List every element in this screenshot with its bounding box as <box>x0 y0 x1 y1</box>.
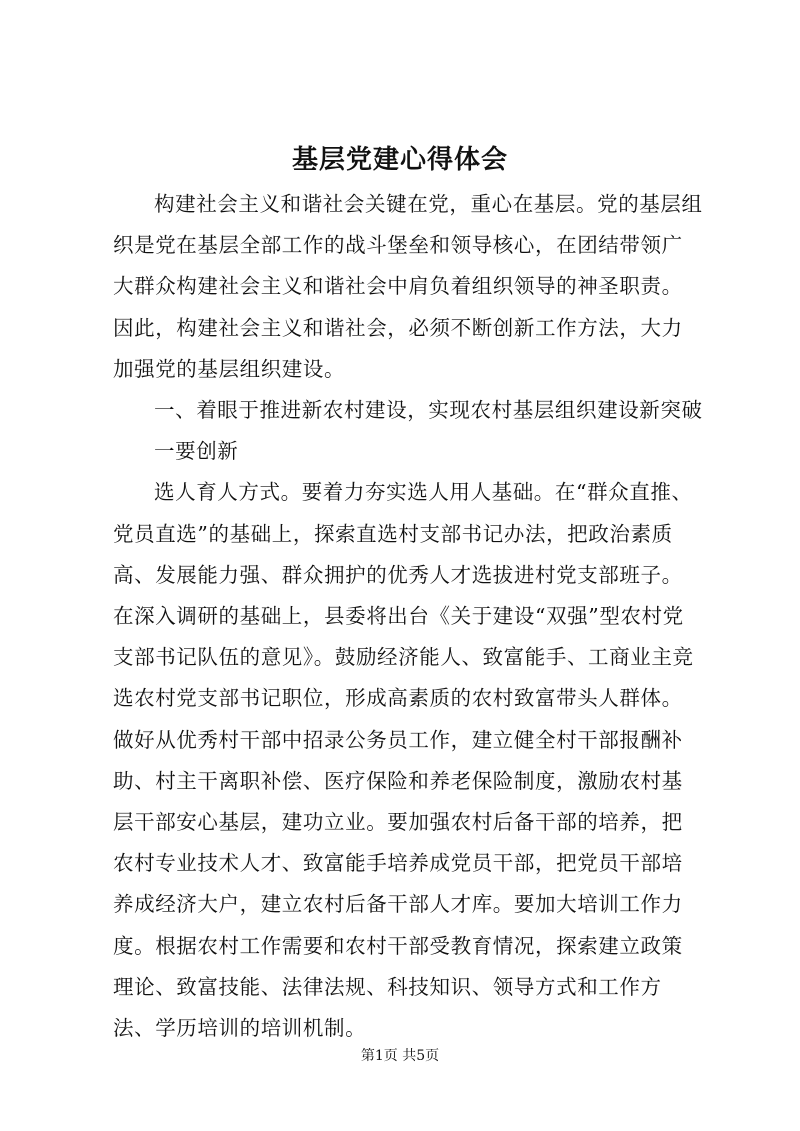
section-heading: 一、着眼于推进新农村建设，实现农村基层组织建设新突破 <box>154 398 703 423</box>
document-body <box>113 184 703 1049</box>
paragraph-intro: 构建社会主义和谐社会关键在党，重心在基层。党的基层组织是党在基层全部工作的战斗堡垒和领导核心，在团结带领广大群众构建社会主义和谐社会中肩负着组织领导的神圣职责。因此，构建社会主义和谐社会，必须不断创新工作方法，大力加强党的基层组织建设。 <box>113 192 703 381</box>
page-footer: 第1页 共5页 <box>360 1048 440 1064</box>
document-title: 基层党建心得体会 <box>291 145 508 175</box>
subsection-heading: 一要创新 <box>154 439 239 464</box>
paragraph-body: 选人育人方式。要着力夯实选人用人基础。在“群众直推、党员直选”的基础上，探索直选村支部书记办法，把政治素质高、发展能力强、群众拥护的优秀人才选拔进村党支部班子。在深入调研的基础上，县委将出台《关于建设“双强”型农村党支部书记队伍的意见》。鼓励经济能人、致富能手、工商业主竞选农村党支部书记职位，形成高素质的农村致富带头人群体。做好从优秀村干部中招录公务员工作，建立健全村干部报酬补助、村主干离职补偿、医疗保险和养老保险制度，激励农村基层干部安心基层，建功立业。要加强农村后备干部的培养，把农村专业技术人才、致富能手培养成党员干部，把党员干部培养成经济大户，建立农村后备干部人才库。要加大培训工作力度。根据农村工作需要和农村干部受教育情况，探索建立政策理论、致富技能、法律法规、科技知识、领导方式和工作方法、学历培训的培训机制。 <box>113 480 694 1041</box>
